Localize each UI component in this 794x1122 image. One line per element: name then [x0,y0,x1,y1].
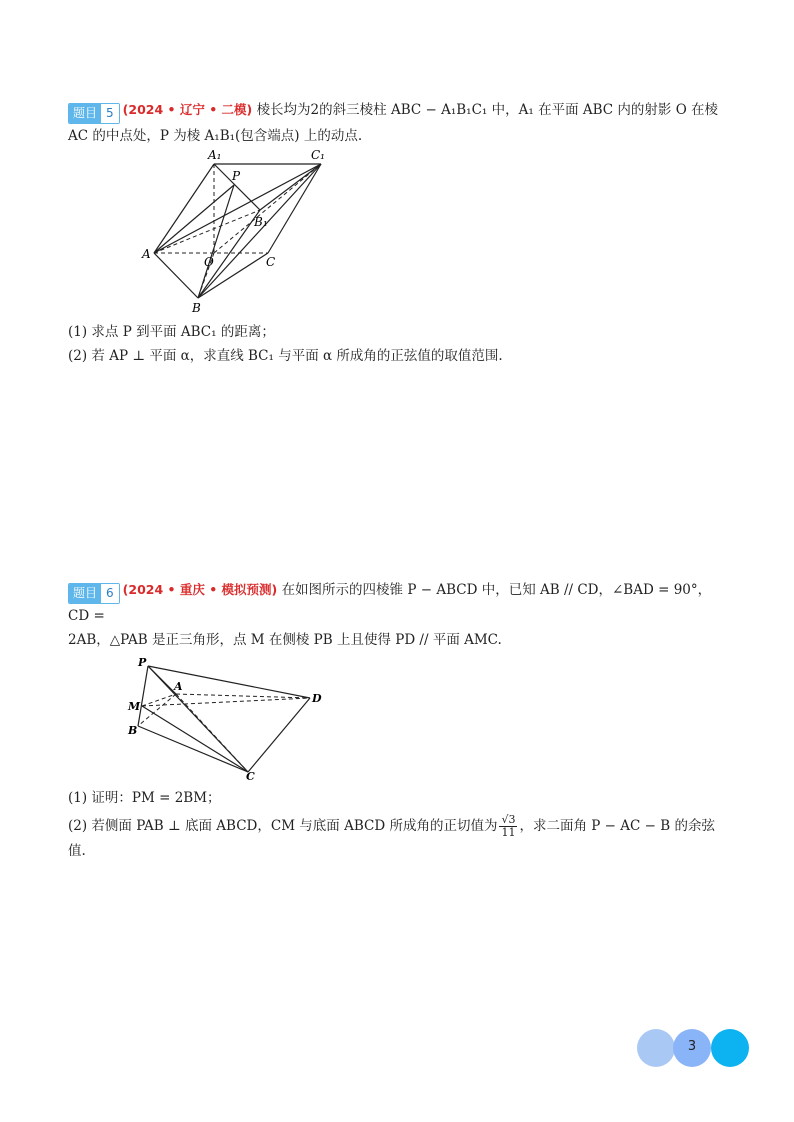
edge-A-B [138,694,176,726]
problem-5-q1: (1) 求点 P 到平面 ABC₁ 的距离； [68,324,275,340]
label-A: A [174,680,183,693]
problem-6 [68,578,728,863]
label-A: A [142,247,151,261]
problem-5-source: (2024 • 辽宁 • 二模) [122,102,253,117]
edge-M-D [142,698,310,706]
problem-5-stem-line2: AC 的中点处，P 为棱 A₁B₁(包含端点) 上的动点. [68,128,363,144]
edge-B-C1 [198,164,321,298]
edge-P-D [148,666,310,698]
problem-6-q2: (2) 若侧面 PAB ⊥ 底面 ABCD，CM 与底面 ABCD 所成角的正切值为 $\frac{√3}{11}$ ，求二面角 P − AC − B 的余弦 [68,813,715,839]
problem-6-stem-line2: 2AB，△PAB 是正三角形，点 M 在侧棱 PB 上且使得 PD // 平面 AMC. [68,632,502,648]
problem-6-source: (2024 • 重庆 • 模拟预测) [122,582,278,597]
pyramid-figure [120,654,340,780]
label-D: D [312,692,322,705]
problem-5-stem-line1: 棱长均为2的斜三棱柱 ABC − A₁B₁C₁ 中，A₁ 在平面 ABC 内的射影 O 在棱 [256,102,719,118]
label-P: P [232,169,241,183]
edge-C1-C [268,164,321,253]
label-B: B [192,301,201,315]
badge-circle-light [637,1029,675,1067]
problem-5 [68,98,728,368]
edge-B1-C1 [260,164,321,210]
edge-B-P [198,185,234,298]
fraction-sqrt3-over-11: $\frac{√3}{11}$ [501,813,516,839]
label-B1: B₁ [254,215,268,229]
problem-5-tag: 题目 5 [68,103,120,124]
edge-A-A1 [154,164,214,253]
problem-5-q2: (2) 若 AP ⊥ 平面 α，求直线 BC₁ 与平面 α 所成角的正弦值的取值范围. [68,348,503,364]
problem-6-q2-line2: 值. [68,843,86,859]
edge-O-C1 [214,164,321,253]
edge-A-B1 [154,210,260,253]
edge-D-C [248,698,310,772]
label-C: C [246,770,255,780]
problem-5-stem [68,98,728,124]
label-O: O [204,255,214,269]
label-C: C [266,255,276,269]
badge-circle-cyan [711,1029,749,1067]
page-number-badge [637,1029,751,1067]
edge-A-P [154,185,234,253]
label-C1: C₁ [311,148,325,162]
problem-6-stem-line1: 在如图所示的四棱锥 P − ABCD 中，已知 AB // CD，∠BAD = 90°，CD = [68,582,712,624]
edge-P-B [138,666,148,726]
edge-B-C [138,726,248,772]
problem-6-stem [68,578,728,628]
label-M: M [128,700,141,713]
edge-B-B1 [198,210,260,298]
prism-figure [106,148,326,318]
label-B: B [128,724,138,737]
page-number: 3 [687,1039,697,1054]
problem-6-tag: 题目 6 [68,583,120,604]
edge-A-B [154,253,198,298]
label-A1: A₁ [208,148,222,162]
label-P: P [138,656,147,669]
problem-6-q1: (1) 证明：PM = 2BM； [68,790,221,806]
